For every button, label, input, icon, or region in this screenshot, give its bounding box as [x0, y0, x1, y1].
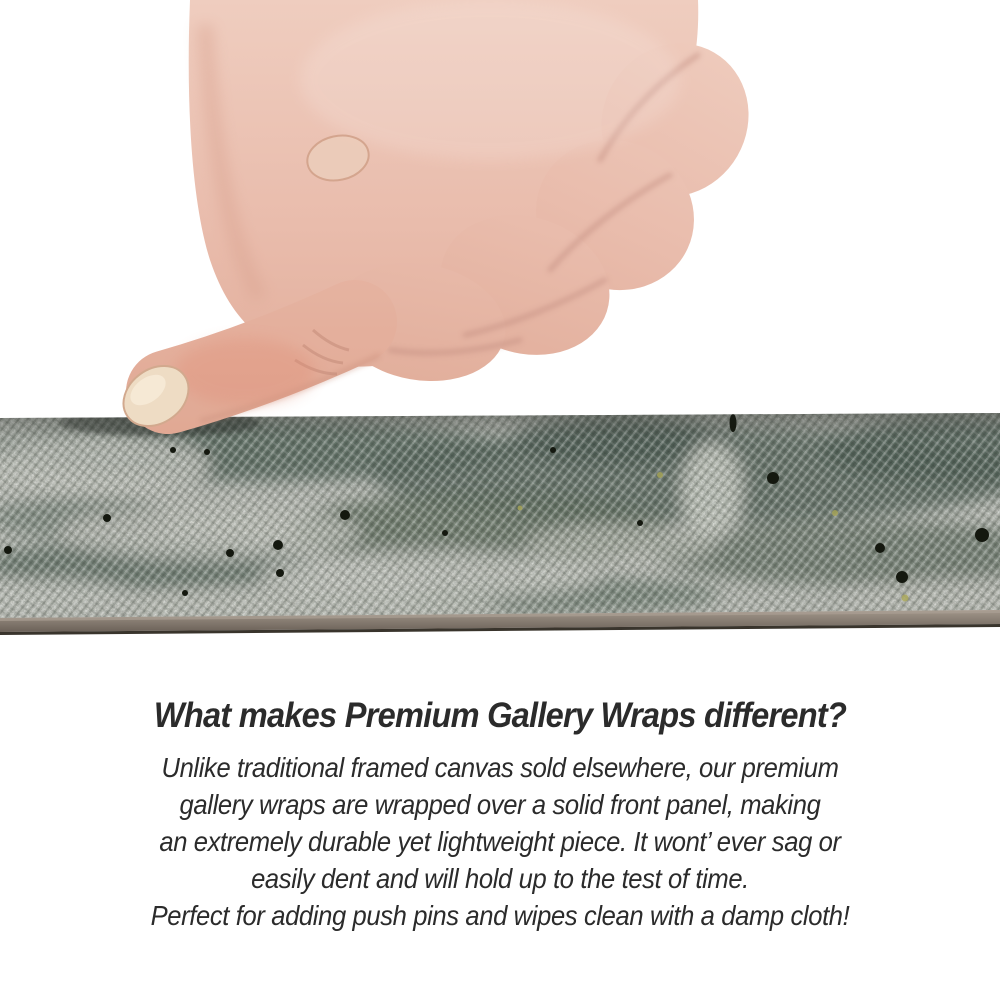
- text-block: [35, 694, 965, 934]
- body-line-4: easily dent and will hold up to the test of time.: [251, 863, 749, 894]
- body-line-3: an extremely durable yet lightweight piece. It wont’ ever sag or: [159, 826, 841, 857]
- body-line-2: gallery wraps are wrapped over a solid front panel, making: [179, 789, 821, 820]
- body-line-5: Perfect for adding push pins and wipes clean with a damp cloth!: [150, 900, 850, 931]
- hand-illustration: [60, 0, 760, 450]
- heading: What makes Premium Gallery Wraps different?: [153, 696, 847, 735]
- thumb: [112, 322, 380, 438]
- body-line-1: Unlike traditional framed canvas sold elsewhere, our premium: [161, 752, 839, 783]
